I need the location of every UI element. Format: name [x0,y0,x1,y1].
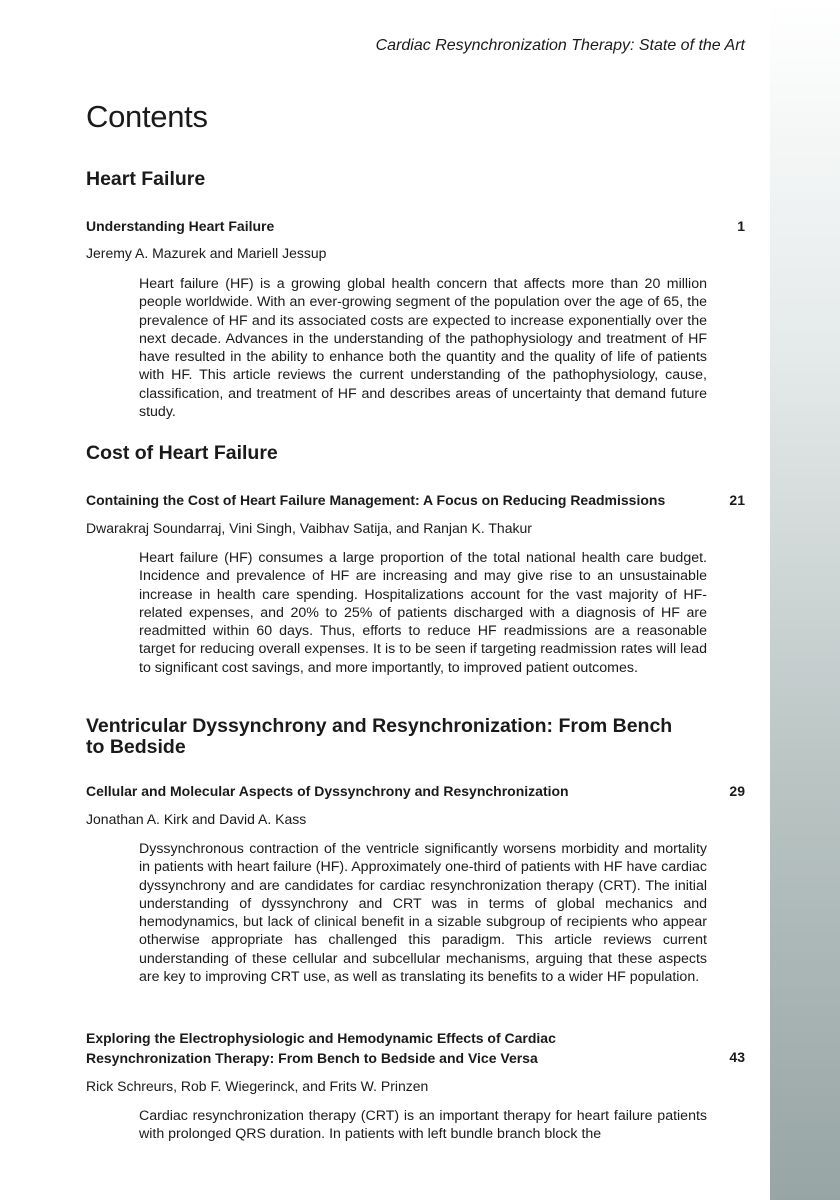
article-abstract: Dyssynchronous contraction of the ventricle significantly worsens morbidity and mortality in patients with heart failure (HF). Approximately one-third of patients with HF have cardiac dyssynchrony and are candidates for cardiac resynchronization therapy (CRT). The initial understanding of dyssynchrony and CRT was in terms of global mechanics and hemodynamics, but lack of clinical benefit in a sizable subgroup of recipients who appear otherwise appropriate has challenged this paradigm. This article reviews current understanding of these cellular and subcellular mechanisms, arguing that these aspects are key to improving CRT use, as well as translating its benefits to a wider HF population. [139,841,707,986]
article-title[interactable]: Containing the Cost of Heart Failure Management: A Focus on Reducing Readmissions [86,492,666,508]
article-title[interactable]: Cellular and Molecular Aspects of Dyssynchrony and Resynchronization [86,783,569,799]
decorative-side-band [770,0,840,1200]
section-heading-dyssynchrony: Ventricular Dyssynchrony and Resynchronization: From Bench to Bedside [86,715,673,758]
page-number[interactable]: 43 [729,1049,745,1065]
article-title[interactable]: Understanding Heart Failure [86,218,275,234]
page-number[interactable]: 21 [729,492,745,508]
article-authors: Jonathan A. Kirk and David A. Kass [86,811,307,827]
article-authors: Jeremy A. Mazurek and Mariell Jessup [86,245,327,261]
article-title[interactable]: Exploring the Electrophysiologic and Hemodynamic Effects of Cardiac Resynchronization Therapy: From Bench to Bedside and Vice Versa [86,1030,556,1066]
article-abstract: Heart failure (HF) is a growing global health concern that affects more than 20 million people worldwide. With an ever-growing segment of the population over the age of 65, the prevalence of HF and its associated costs are expected to increase exponentially over the next decade. Advances in the understanding of the pathophysiology and treatment of HF have resulted in the ability to enhance both the quantity and the quality of life of patients with HF. This article reviews the current understanding of the pathophysiology, cause, classification, and treatment of HF and describes areas of uncertainty that demand future study. [139,276,707,421]
article-abstract: Heart failure (HF) consumes a large proportion of the total national health care budget. Incidence and prevalence of HF are increasing and may give rise to an unsustainable increase in health care spending. Hospitalizations account for the vast majority of HF-related expenses, and 20% to 25% of patients discharged with a diagnosis of HF are readmitted within 60 days. Thus, efforts to reduce HF readmissions are a reasonable target for reducing overall expenses. It is to be seen if targeting readmission rates will lead to significant cost savings, and more importantly, to improved patient outcomes. [139,550,707,676]
page-title: Contents [86,99,208,134]
running-head: Cardiac Resynchronization Therapy: State of the Art [375,37,745,54]
section-heading-cost: Cost of Heart Failure [86,442,278,464]
section-heading-heart-failure: Heart Failure [86,168,206,190]
article-authors: Dwarakraj Soundarraj, Vini Singh, Vaibhav Satija, and Ranjan K. Thakur [86,520,532,536]
page-number[interactable]: 29 [729,783,745,799]
article-authors: Rick Schreurs, Rob F. Wiegerinck, and Frits W. Prinzen [86,1078,429,1094]
page-number[interactable]: 1 [737,218,745,234]
article-abstract: Cardiac resynchronization therapy (CRT) is an important therapy for heart failure patients with prolonged QRS duration. In patients with left bundle branch block the [139,1108,707,1143]
